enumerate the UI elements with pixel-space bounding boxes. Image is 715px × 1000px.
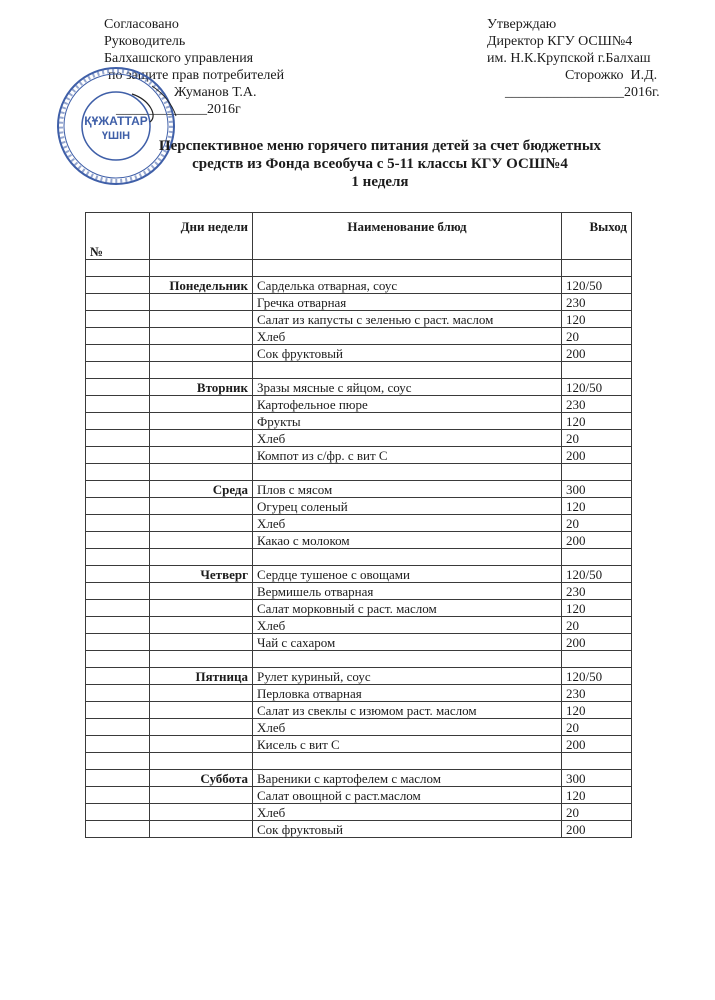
row-output: 120 xyxy=(562,413,632,430)
empty-cell xyxy=(86,651,150,668)
spacer-row xyxy=(86,651,632,668)
menu-table-body xyxy=(86,260,632,838)
empty-cell xyxy=(150,651,253,668)
row-dish: Компот из с/фр. с вит С xyxy=(253,447,562,464)
row-number xyxy=(86,685,150,702)
row-dish: Рулет куриный, соус xyxy=(253,668,562,685)
empty-cell xyxy=(562,362,632,379)
row-output: 20 xyxy=(562,617,632,634)
row-output: 120 xyxy=(562,702,632,719)
header-dish: Наименование блюд xyxy=(253,213,562,260)
row-output: 120 xyxy=(562,311,632,328)
table-row xyxy=(86,532,632,549)
row-output: 120/50 xyxy=(562,277,632,294)
table-row xyxy=(86,498,632,515)
row-number xyxy=(86,328,150,345)
empty-cell xyxy=(86,464,150,481)
row-dish: Сердце тушеное с овощами xyxy=(253,566,562,583)
row-dish: Какао с молоком xyxy=(253,532,562,549)
row-day xyxy=(150,498,253,515)
row-day xyxy=(150,413,253,430)
row-dish: Хлеб xyxy=(253,804,562,821)
table-row xyxy=(86,413,632,430)
empty-cell xyxy=(253,651,562,668)
title-line-2: средств из Фонда всеобуча с 5-11 классы КГУ ОСШ№4 xyxy=(192,156,568,172)
row-day xyxy=(150,328,253,345)
empty-cell xyxy=(150,549,253,566)
table-row xyxy=(86,668,632,685)
empty-cell xyxy=(253,549,562,566)
spacer-row xyxy=(86,753,632,770)
stamp-text-bottom: ҮШІН xyxy=(101,130,131,142)
table-row xyxy=(86,277,632,294)
table-row xyxy=(86,617,632,634)
row-number xyxy=(86,668,150,685)
table-header-row xyxy=(86,213,632,260)
row-output: 200 xyxy=(562,821,632,838)
spacer-row xyxy=(86,464,632,481)
row-output: 300 xyxy=(562,481,632,498)
row-dish: Плов с мясом xyxy=(253,481,562,498)
row-number xyxy=(86,396,150,413)
row-dish: Салат овощной с раст.маслом xyxy=(253,787,562,804)
row-dish: Салат из свеклы с изюмом раст. маслом xyxy=(253,702,562,719)
left-line-2: Руководитель xyxy=(104,34,186,49)
table-row xyxy=(86,702,632,719)
header-day: Дни недели xyxy=(150,213,253,260)
table-row xyxy=(86,804,632,821)
right-line-5: _________________2016г. xyxy=(505,85,660,100)
row-dish: Чай с сахаром xyxy=(253,634,562,651)
table-row xyxy=(86,566,632,583)
menu-table xyxy=(85,212,632,838)
row-output: 200 xyxy=(562,345,632,362)
empty-cell xyxy=(562,464,632,481)
row-output: 200 xyxy=(562,634,632,651)
row-day xyxy=(150,515,253,532)
row-day xyxy=(150,719,253,736)
row-number xyxy=(86,447,150,464)
empty-cell xyxy=(150,753,253,770)
row-day: Понедельник xyxy=(150,277,253,294)
empty-cell xyxy=(86,362,150,379)
stamp-text-top: ҚҰЖАТТАР xyxy=(84,114,148,128)
row-dish: Гречка отварная xyxy=(253,294,562,311)
row-day xyxy=(150,702,253,719)
row-dish: Хлеб xyxy=(253,430,562,447)
row-number xyxy=(86,770,150,787)
row-day xyxy=(150,430,253,447)
row-dish: Салат из капусты с зеленью с раст. маслом xyxy=(253,311,562,328)
row-day: Пятница xyxy=(150,668,253,685)
row-number xyxy=(86,719,150,736)
row-number xyxy=(86,413,150,430)
row-dish: Огурец соленый xyxy=(253,498,562,515)
row-day xyxy=(150,617,253,634)
table-row xyxy=(86,430,632,447)
row-number xyxy=(86,345,150,362)
table-row xyxy=(86,328,632,345)
table-row xyxy=(86,515,632,532)
row-output: 120 xyxy=(562,787,632,804)
table-row xyxy=(86,583,632,600)
row-output: 120/50 xyxy=(562,566,632,583)
left-line-6: _____________2016г xyxy=(116,102,241,117)
row-output: 20 xyxy=(562,328,632,345)
table-row xyxy=(86,294,632,311)
document-title xyxy=(120,137,640,191)
empty-cell xyxy=(86,549,150,566)
table-row xyxy=(86,311,632,328)
table-row xyxy=(86,787,632,804)
row-day xyxy=(150,787,253,804)
row-day xyxy=(150,634,253,651)
empty-cell xyxy=(562,260,632,277)
row-day: Суббота xyxy=(150,770,253,787)
table-row xyxy=(86,685,632,702)
empty-cell xyxy=(562,549,632,566)
empty-cell xyxy=(150,464,253,481)
row-dish: Хлеб xyxy=(253,719,562,736)
row-day xyxy=(150,583,253,600)
row-number xyxy=(86,804,150,821)
row-number xyxy=(86,821,150,838)
row-number xyxy=(86,702,150,719)
approval-block-right xyxy=(487,16,660,101)
row-number xyxy=(86,736,150,753)
row-output: 20 xyxy=(562,804,632,821)
row-day xyxy=(150,294,253,311)
row-number xyxy=(86,600,150,617)
table-row xyxy=(86,719,632,736)
table-row xyxy=(86,396,632,413)
title-line-1: Перспективное меню горячего питания детей за счет бюджетных xyxy=(158,138,602,154)
row-number xyxy=(86,617,150,634)
table-row xyxy=(86,736,632,753)
row-output: 120 xyxy=(562,498,632,515)
row-number xyxy=(86,583,150,600)
empty-cell xyxy=(150,362,253,379)
row-day xyxy=(150,685,253,702)
row-output: 120/50 xyxy=(562,379,632,396)
row-day xyxy=(150,396,253,413)
header-output: Выход xyxy=(562,213,632,260)
empty-cell xyxy=(253,260,562,277)
row-output: 230 xyxy=(562,294,632,311)
row-dish: Сарделька отварная, соус xyxy=(253,277,562,294)
row-number xyxy=(86,379,150,396)
row-day xyxy=(150,821,253,838)
row-number xyxy=(86,311,150,328)
empty-cell xyxy=(253,464,562,481)
row-day xyxy=(150,736,253,753)
right-line-2: Директор КГУ ОСШ№4 xyxy=(487,34,633,49)
title-line-3: 1 неделя xyxy=(351,174,409,190)
left-line-5: Жуманов Т.А. xyxy=(174,85,257,100)
table-row xyxy=(86,379,632,396)
row-dish: Кисель с вит С xyxy=(253,736,562,753)
table-row xyxy=(86,821,632,838)
row-output: 200 xyxy=(562,736,632,753)
table-row xyxy=(86,447,632,464)
row-dish: Фрукты xyxy=(253,413,562,430)
table-row xyxy=(86,481,632,498)
row-dish: Хлеб xyxy=(253,328,562,345)
empty-cell xyxy=(562,651,632,668)
row-output: 20 xyxy=(562,515,632,532)
row-number xyxy=(86,277,150,294)
row-day: Вторник xyxy=(150,379,253,396)
row-output: 230 xyxy=(562,396,632,413)
table-row xyxy=(86,634,632,651)
row-day xyxy=(150,447,253,464)
row-output: 20 xyxy=(562,719,632,736)
row-dish: Картофельное пюре xyxy=(253,396,562,413)
row-dish: Сок фруктовый xyxy=(253,821,562,838)
row-number xyxy=(86,294,150,311)
spacer-row xyxy=(86,549,632,566)
right-line-3: им. Н.К.Крупской г.Балхаш xyxy=(487,51,651,66)
row-dish: Хлеб xyxy=(253,617,562,634)
row-number xyxy=(86,787,150,804)
left-line-4: по защите прав потребителей xyxy=(108,68,285,83)
empty-cell xyxy=(86,260,150,277)
table-row xyxy=(86,600,632,617)
row-dish: Вареники с картофелем с маслом xyxy=(253,770,562,787)
row-dish: Салат морковный с раст. маслом xyxy=(253,600,562,617)
row-number xyxy=(86,498,150,515)
empty-cell xyxy=(253,362,562,379)
row-number xyxy=(86,515,150,532)
row-output: 230 xyxy=(562,583,632,600)
empty-cell xyxy=(86,753,150,770)
row-number xyxy=(86,532,150,549)
row-dish: Вермишель отварная xyxy=(253,583,562,600)
row-output: 300 xyxy=(562,770,632,787)
header-num: № xyxy=(86,213,150,260)
row-dish: Зразы мясные с яйцом, соус xyxy=(253,379,562,396)
spacer-row xyxy=(86,260,632,277)
row-number xyxy=(86,634,150,651)
row-output: 230 xyxy=(562,685,632,702)
empty-cell xyxy=(150,260,253,277)
empty-cell xyxy=(562,753,632,770)
row-output: 200 xyxy=(562,532,632,549)
row-day xyxy=(150,532,253,549)
row-output: 120/50 xyxy=(562,668,632,685)
table-row xyxy=(86,345,632,362)
row-day xyxy=(150,345,253,362)
row-dish: Перловка отварная xyxy=(253,685,562,702)
table-row xyxy=(86,770,632,787)
row-day xyxy=(150,600,253,617)
row-number xyxy=(86,481,150,498)
empty-cell xyxy=(253,753,562,770)
row-dish: Хлеб xyxy=(253,515,562,532)
row-day: Среда xyxy=(150,481,253,498)
row-output: 20 xyxy=(562,430,632,447)
row-output: 120 xyxy=(562,600,632,617)
row-output: 200 xyxy=(562,447,632,464)
right-line-4: Сторожко И.Д. xyxy=(565,68,658,83)
row-day: Четверг xyxy=(150,566,253,583)
row-number xyxy=(86,430,150,447)
row-day xyxy=(150,311,253,328)
row-dish: Сок фруктовый xyxy=(253,345,562,362)
spacer-row xyxy=(86,362,632,379)
row-number xyxy=(86,566,150,583)
left-line-3: Балхашского управления xyxy=(104,51,254,66)
right-line-1: Утверждаю xyxy=(487,17,557,32)
left-line-1: Согласовано xyxy=(104,17,179,32)
row-day xyxy=(150,804,253,821)
